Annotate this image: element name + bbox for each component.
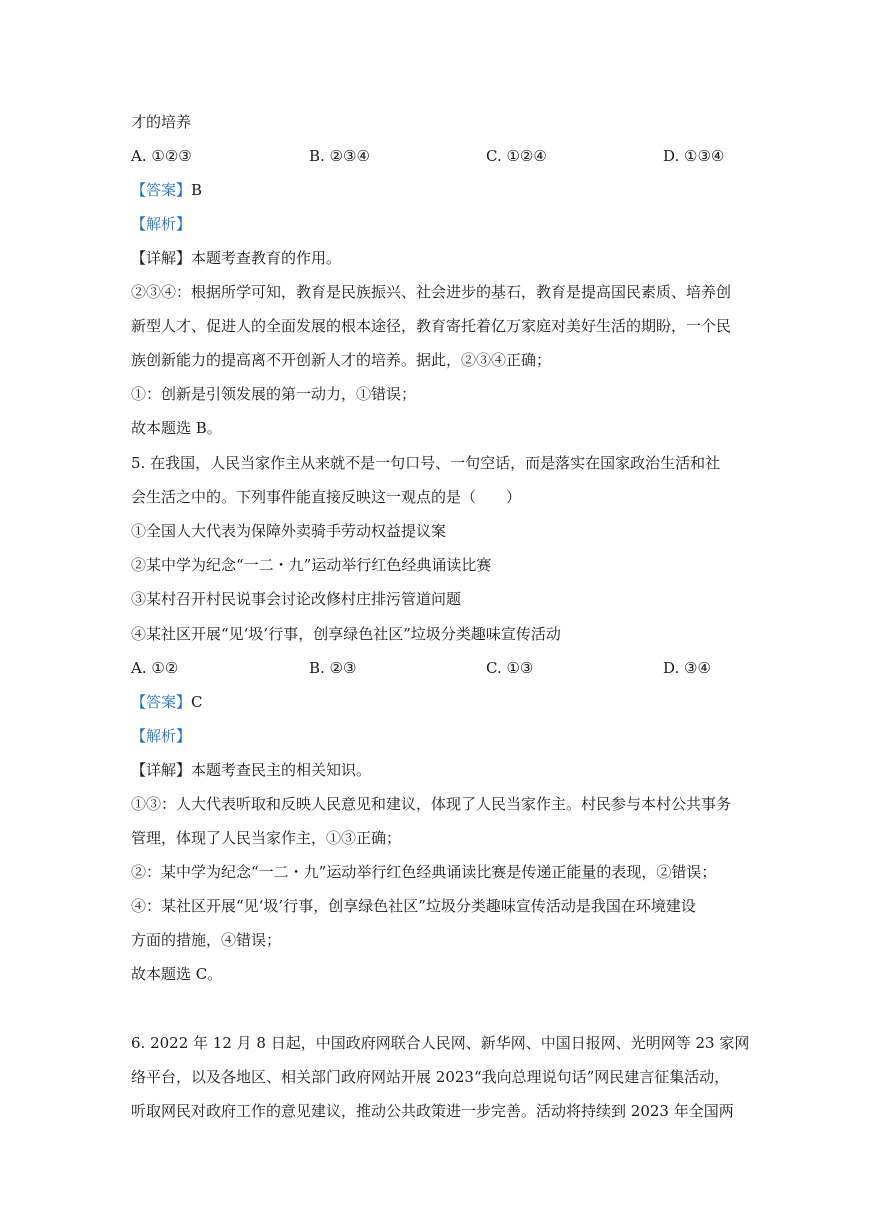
- q4-explanation-line: ①：创新是引领发展的第一动力，①错误；: [131, 385, 417, 403]
- q5-option-a: A. ①②: [131, 659, 179, 677]
- q6-stem-line: 听取网民对政府工作的意见建议，推动公共政策进一步完善。活动将持续到 2023 年全国两: [131, 1102, 734, 1120]
- q4-explanation-line: ②③④：根据所学可知，教育是民族振兴、社会进步的基石，教育是提高国民素质、培养创: [131, 283, 732, 301]
- q5-item: ②某中学为纪念“一二・九”运动举行红色经典诵读比赛: [131, 556, 492, 574]
- q6-stem-line: 络平台，以及各地区、相关部门政府网站开展 2023“我向总理说句话”网民建言征集活动，: [131, 1068, 730, 1086]
- q4-analysis-label: 【解析】: [131, 215, 192, 233]
- q5-analysis-label: 【解析】: [131, 727, 192, 745]
- q4-explanation-line: 族创新能力的提高离不开创新人才的培养。据此，②③④正确；: [131, 351, 552, 369]
- q4-option-d: D. ①③④: [663, 147, 725, 165]
- q6-stem-line: 6. 2022 年 12 月 8 日起，中国政府网联合人民网、新华网、中国日报网、光明网等 23 家网: [131, 1034, 750, 1052]
- q5-option-b: B. ②③: [309, 659, 357, 677]
- q4-detail-text: 本题考查教育的作用。: [191, 249, 342, 267]
- q5-detail-label: 【详解】: [131, 761, 192, 779]
- q4-explanation-line: 新型人才、促进人的全面发展的根本途径，教育寄托着亿万家庭对美好生活的期盼，一个民: [131, 317, 732, 335]
- q5-stem-line: 5. 在我国，人民当家作主从来就不是一句口号、一句空话，而是落实在国家政治生活和社: [131, 454, 721, 472]
- q4-answer: [131, 180, 202, 200]
- q4-option-b: B. ②③④: [309, 147, 370, 165]
- q5-explanation-line: ①③：人大代表听取和反映人民意见和建议，体现了人民当家作主。村民参与本村公共事务: [131, 795, 732, 813]
- q5-detail-text: 本题考查民主的相关知识。: [191, 761, 372, 779]
- q5-item: ③某村召开村民说事会讨论改修村庄排污管道问题: [131, 590, 462, 608]
- q5-explanation-line: 方面的措施，④错误；: [131, 931, 282, 949]
- q5-explanation-line: ④：某社区开展“见‘圾’行事，创享绿色社区”垃圾分类趣味宣传活动是我国在环境建设: [131, 897, 696, 915]
- q4-detail: [131, 248, 341, 268]
- q5-conclusion: 故本题选 C。: [131, 965, 223, 983]
- q5-answer-label: 【答案】: [131, 693, 192, 711]
- q4-option-a: A. ①②③: [131, 147, 192, 165]
- q4-stem-continuation: 才的培养: [131, 113, 192, 131]
- q5-detail: [131, 760, 371, 780]
- q5-answer: [131, 692, 203, 712]
- q5-stem-line: 会生活之中的。下列事件能直接反映这一观点的是（ ）: [131, 488, 522, 506]
- q5-item: ④某社区开展“见‘圾’行事，创享绿色社区”垃圾分类趣味宣传活动: [131, 625, 561, 643]
- q4-options: [131, 146, 771, 166]
- q5-option-d: D. ③④: [663, 659, 711, 677]
- q4-conclusion: 故本题选 B。: [131, 419, 222, 437]
- q5-explanation-line: ②：某中学为纪念“一二・九”运动举行红色经典诵读比赛是传递正能量的表现，②错误；: [131, 863, 717, 881]
- q4-answer-value: B: [191, 181, 203, 199]
- q4-answer-label: 【答案】: [131, 181, 192, 199]
- q4-detail-label: 【详解】: [131, 249, 192, 267]
- q5-explanation-line: 管理，体现了人民当家作主，①③正确；: [131, 829, 402, 847]
- q5-item: ①全国人大代表为保障外卖骑手劳动权益提议案: [131, 522, 447, 540]
- q5-answer-value: C: [191, 693, 203, 711]
- q5-options: [131, 658, 771, 678]
- q4-option-c: C. ①②④: [486, 147, 547, 165]
- q5-option-c: C. ①③: [486, 659, 534, 677]
